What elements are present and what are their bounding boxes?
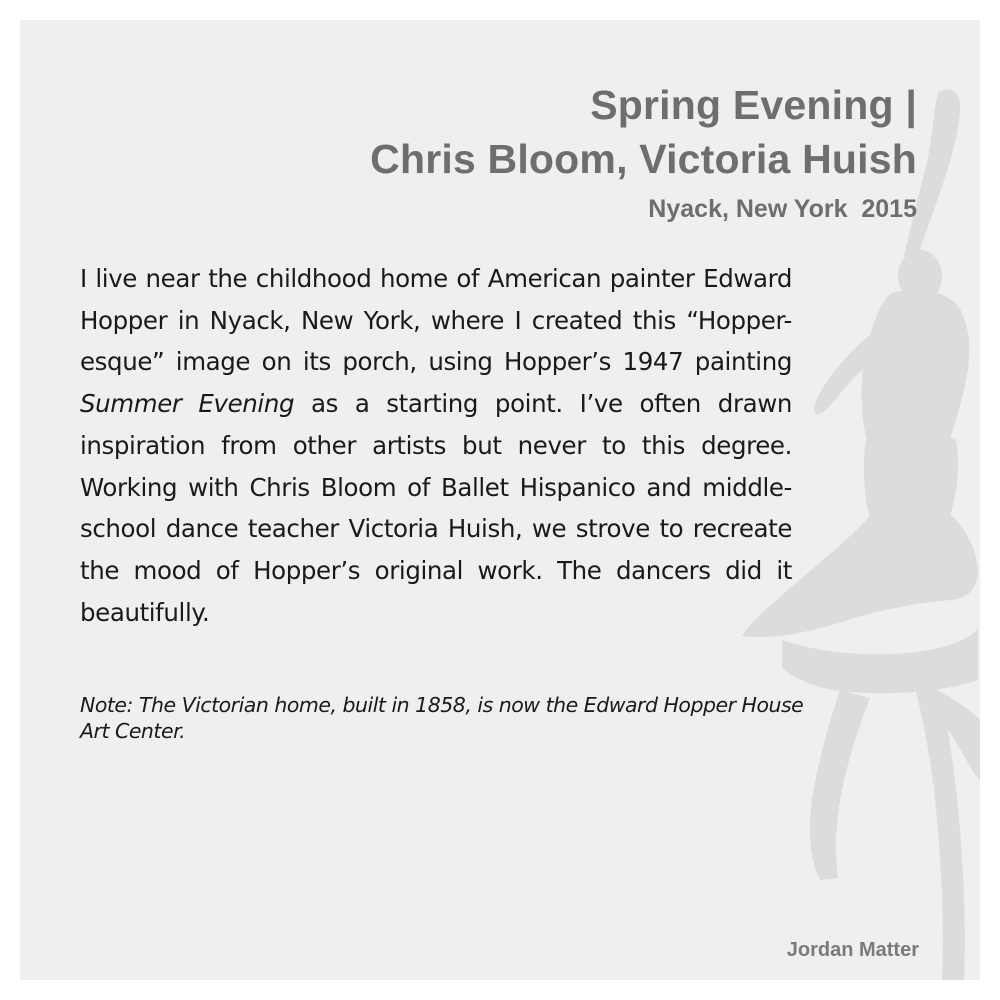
description-part-2: as a starting point. I’ve often drawn inspiration from other artists but never to this degree. Working with Chris Bloom of Ballet Hispanico and middle-school dance teacher Victoria Huish, we strove to recreate the mood of Hopper’s original work. The dancers did it beautifully. (80, 389, 792, 627)
artwork-title: Spring Evening | (590, 82, 917, 128)
photographer-credit: Jordan Matter (786, 939, 919, 961)
note-paragraph: Note: The Victorian home, built in 1858, is now the Edward Hopper House Art Center. (80, 693, 804, 743)
painting-title: Summer Evening (80, 389, 295, 419)
header (370, 78, 917, 226)
location-year: Nyack, New York 2015 (648, 195, 917, 223)
content-panel (20, 20, 980, 980)
dancer-names: Chris Bloom, Victoria Huish (370, 136, 917, 182)
description-paragraph (80, 258, 792, 633)
description-part-1: I live near the childhood home of American painter Edward Hopper in Nyack, New York, where I created this “Hopper-esque” image on its porch, using Hopper’s 1947 painting (80, 264, 792, 377)
